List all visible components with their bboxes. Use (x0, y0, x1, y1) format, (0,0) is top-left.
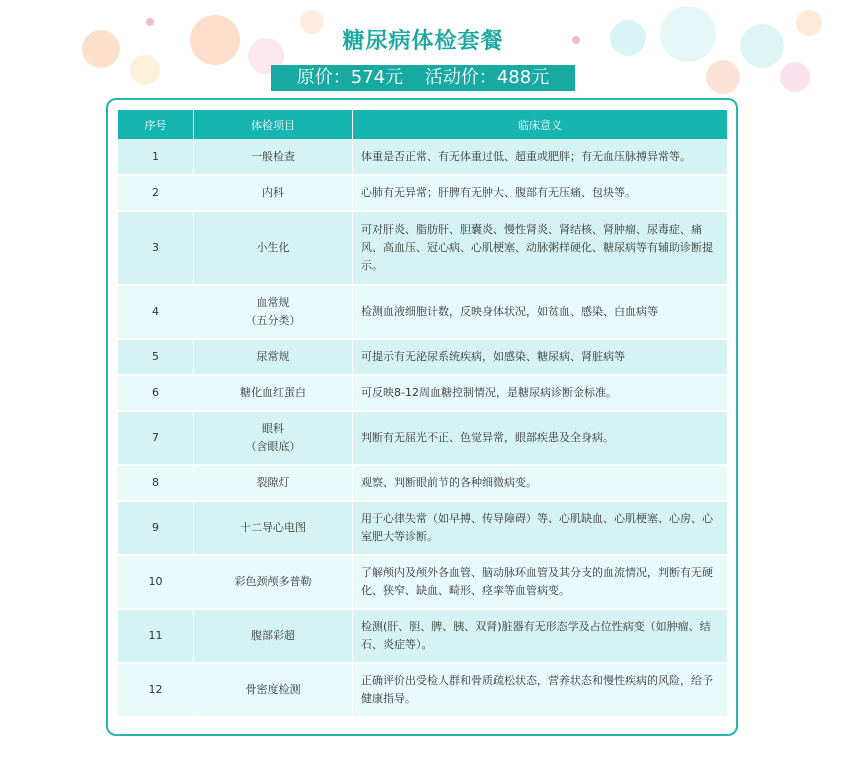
row-meaning: 体重是否正常、有无体重过低、超重或肥胖；有无血压脉搏异常等。 (353, 139, 728, 175)
row-no: 12 (118, 663, 194, 717)
row-no: 1 (118, 139, 194, 175)
row-item (194, 663, 353, 717)
row-no: 3 (118, 211, 194, 285)
header-no: 序号 (118, 110, 194, 139)
row-meaning: 可提示有无泌尿系统疾病，如感染、糖尿病、肾脏病等 (353, 339, 728, 375)
row-item (194, 175, 353, 211)
table-row (118, 411, 727, 465)
row-item (194, 211, 353, 285)
row-item-name: 血常规 (256, 296, 290, 309)
table-row (118, 139, 727, 175)
row-meaning: 检测(肝、胆、脾、胰、双肾)脏器有无形态学及占位性病变（如肿瘤、结石、炎症等）。 (353, 609, 728, 663)
table-row (118, 175, 727, 211)
row-no: 11 (118, 609, 194, 663)
price-banner (271, 65, 575, 91)
row-item (194, 375, 353, 411)
row-item (194, 285, 353, 339)
row-item-name: 眼科 (262, 422, 285, 435)
row-item-name: 腹部彩超 (251, 629, 296, 642)
table-row (118, 501, 727, 555)
exam-table (118, 110, 727, 718)
row-item (194, 555, 353, 609)
row-item-name: 糖化血红蛋白 (240, 386, 307, 399)
row-no: 7 (118, 411, 194, 465)
row-no: 10 (118, 555, 194, 609)
row-no: 8 (118, 465, 194, 501)
table-row (118, 609, 727, 663)
row-no: 4 (118, 285, 194, 339)
row-no: 6 (118, 375, 194, 411)
row-meaning: 正确评价出受检人群和骨质疏松状态，营养状态和慢性疾病的风险，给予健康指导。 (353, 663, 728, 717)
row-meaning: 心肺有无异常；肝脾有无肿大、腹部有无压痛、包块等。 (353, 175, 728, 211)
row-item-name: 尿常规 (256, 350, 290, 363)
row-item-name: 裂隙灯 (256, 476, 290, 489)
row-item (194, 411, 353, 465)
sale-price-value: 488元 (496, 67, 550, 88)
row-meaning: 可对肝炎、脂肪肝、胆囊炎、慢性肾炎、肾结核、肾肿瘤、尿毒症、痛风、高血压、冠心病、心肌梗塞、动脉粥样硬化、糖尿病等有辅助诊断提示。 (353, 211, 728, 285)
row-no: 9 (118, 501, 194, 555)
row-item (194, 339, 353, 375)
row-item-sub: （五分类） (245, 314, 301, 327)
row-item-name: 十二导心电图 (240, 521, 307, 534)
row-item-sub: （含眼底） (245, 440, 301, 453)
row-item-name: 骨密度检测 (245, 683, 301, 696)
row-item-name: 一般检查 (251, 149, 296, 163)
row-item-name: 彩色颈颅多普勒 (234, 575, 312, 588)
row-meaning: 可反映8-12周血糖控制情况，是糖尿病诊断金标准。 (353, 375, 728, 411)
table-row (118, 339, 727, 375)
table-row (118, 555, 727, 609)
row-meaning: 观察、判断眼前节的各种细微病变。 (353, 465, 728, 501)
original-price-label: 原价： (296, 67, 351, 88)
row-item (194, 609, 353, 663)
row-item-name: 内科 (262, 186, 285, 199)
row-meaning: 了解颅内及颅外各血管、脑动脉环血管及其分支的血流情况，判断有无硬化、狭窄、缺血、畸形、痉挛等血管病变。 (353, 555, 728, 609)
row-item (194, 501, 353, 555)
bokeh-decoration (706, 60, 740, 94)
original-price-value: 574元 (350, 67, 404, 88)
sale-price (425, 67, 549, 88)
sale-price-label: 活动价： (424, 67, 497, 88)
bokeh-decoration (780, 62, 810, 92)
row-meaning: 用于心律失常（如早搏、传导障碍）等、心肌缺血、心肌梗塞、心房、心室肥大等诊断。 (353, 501, 728, 555)
table-row (118, 211, 727, 285)
row-item-name: 小生化 (256, 241, 290, 254)
table-row (118, 285, 727, 339)
row-item (194, 139, 353, 175)
row-no: 2 (118, 175, 194, 211)
table-row (118, 663, 727, 717)
page-title: 糖尿病体检套餐 (342, 28, 504, 54)
header-item: 体检项目 (194, 110, 353, 139)
table-header-row (118, 110, 727, 139)
header-meaning: 临床意义 (353, 110, 728, 139)
table-row (118, 375, 727, 411)
row-meaning: 判断有无屈光不正、色觉异常，眼部疾患及全身病。 (353, 411, 728, 465)
bokeh-decoration (130, 55, 160, 85)
row-no: 5 (118, 339, 194, 375)
original-price (297, 67, 403, 88)
row-item (194, 465, 353, 501)
table-row (118, 465, 727, 501)
row-meaning: 检测血液细胞计数，反映身体状况，如贫血、感染、白血病等 (353, 285, 728, 339)
